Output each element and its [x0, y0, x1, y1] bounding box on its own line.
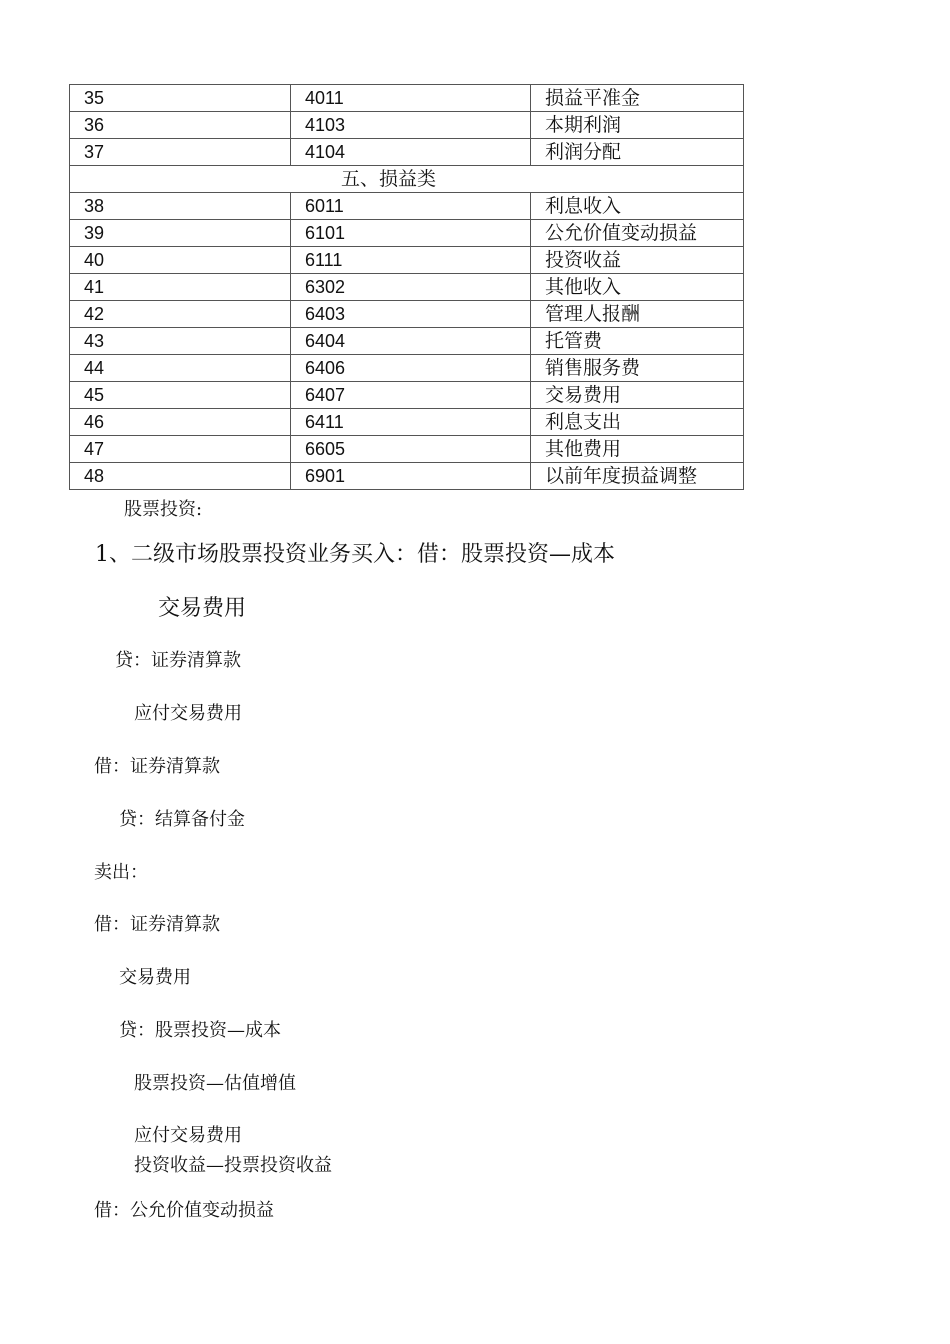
account-code: 4103	[291, 112, 531, 139]
entry-line: 借：证券清算款	[94, 914, 220, 935]
row-number: 40	[70, 247, 291, 274]
row-number: 43	[70, 328, 291, 355]
row-number: 46	[70, 409, 291, 436]
entry-line: 借：公允价值变动损益	[94, 1200, 274, 1221]
entry-line: 投资收益—投票投资收益	[134, 1155, 332, 1176]
account-name: 其他费用	[531, 436, 744, 463]
table-row	[70, 382, 744, 409]
table-row	[70, 247, 744, 274]
section-row	[70, 166, 744, 193]
row-number: 36	[70, 112, 291, 139]
account-name: 本期利润	[531, 112, 744, 139]
entry-line: 借：证券清算款	[94, 756, 220, 777]
table-row	[70, 436, 744, 463]
row-number: 44	[70, 355, 291, 382]
table-row	[70, 301, 744, 328]
account-code: 6111	[291, 247, 531, 274]
row-number: 41	[70, 274, 291, 301]
account-code: 6406	[291, 355, 531, 382]
account-name: 销售服务费	[531, 355, 744, 382]
table-row	[70, 139, 744, 166]
account-code: 6901	[291, 463, 531, 490]
table-row	[70, 355, 744, 382]
table-row	[70, 85, 744, 112]
account-code: 6411	[291, 409, 531, 436]
row-number: 42	[70, 301, 291, 328]
table-row	[70, 328, 744, 355]
account-name: 利息支出	[531, 409, 744, 436]
account-code: 6404	[291, 328, 531, 355]
entry-line: 交易费用	[158, 596, 247, 621]
account-name: 管理人报酬	[531, 301, 744, 328]
account-code: 6011	[291, 193, 531, 220]
entry-line: 交易费用	[119, 967, 191, 988]
accounts-table	[69, 84, 744, 490]
row-number: 35	[70, 85, 291, 112]
entry-line: 贷：证券清算款	[115, 650, 241, 671]
entry-line: 卖出：	[94, 862, 148, 883]
account-name: 托管费	[531, 328, 744, 355]
account-name: 以前年度损益调整	[531, 463, 744, 490]
account-name: 利息收入	[531, 193, 744, 220]
table-row	[70, 220, 744, 247]
account-code: 6403	[291, 301, 531, 328]
row-number: 45	[70, 382, 291, 409]
row-number: 39	[70, 220, 291, 247]
entry-line: 应付交易费用	[134, 703, 242, 724]
row-number: 48	[70, 463, 291, 490]
account-code: 6407	[291, 382, 531, 409]
account-name: 公允价值变动损益	[531, 220, 744, 247]
row-number: 47	[70, 436, 291, 463]
account-code: 6101	[291, 220, 531, 247]
table-row	[70, 409, 744, 436]
account-name: 投资收益	[531, 247, 744, 274]
table-row	[70, 193, 744, 220]
entry-line: 贷：股票投资—成本	[119, 1020, 281, 1041]
entry-line: 股票投资—估值增值	[134, 1073, 296, 1094]
entry-line: 应付交易费用	[134, 1125, 242, 1146]
section-heading: 股票投资:	[124, 499, 203, 520]
row-number: 37	[70, 139, 291, 166]
account-code: 6302	[291, 274, 531, 301]
account-name: 损益平准金	[531, 85, 744, 112]
entry-heading: 1、二级市场股票投资业务买入：借：股票投资—成本	[95, 542, 615, 567]
table-row	[70, 112, 744, 139]
account-code: 4104	[291, 139, 531, 166]
account-name: 交易费用	[531, 382, 744, 409]
table-row	[70, 274, 744, 301]
table-row	[70, 463, 744, 490]
row-number: 38	[70, 193, 291, 220]
entry-line: 贷：结算备付金	[119, 809, 245, 830]
account-code: 6605	[291, 436, 531, 463]
account-name: 利润分配	[531, 139, 744, 166]
account-code: 4011	[291, 85, 531, 112]
section-title: 五、损益类	[70, 166, 744, 193]
account-name: 其他收入	[531, 274, 744, 301]
